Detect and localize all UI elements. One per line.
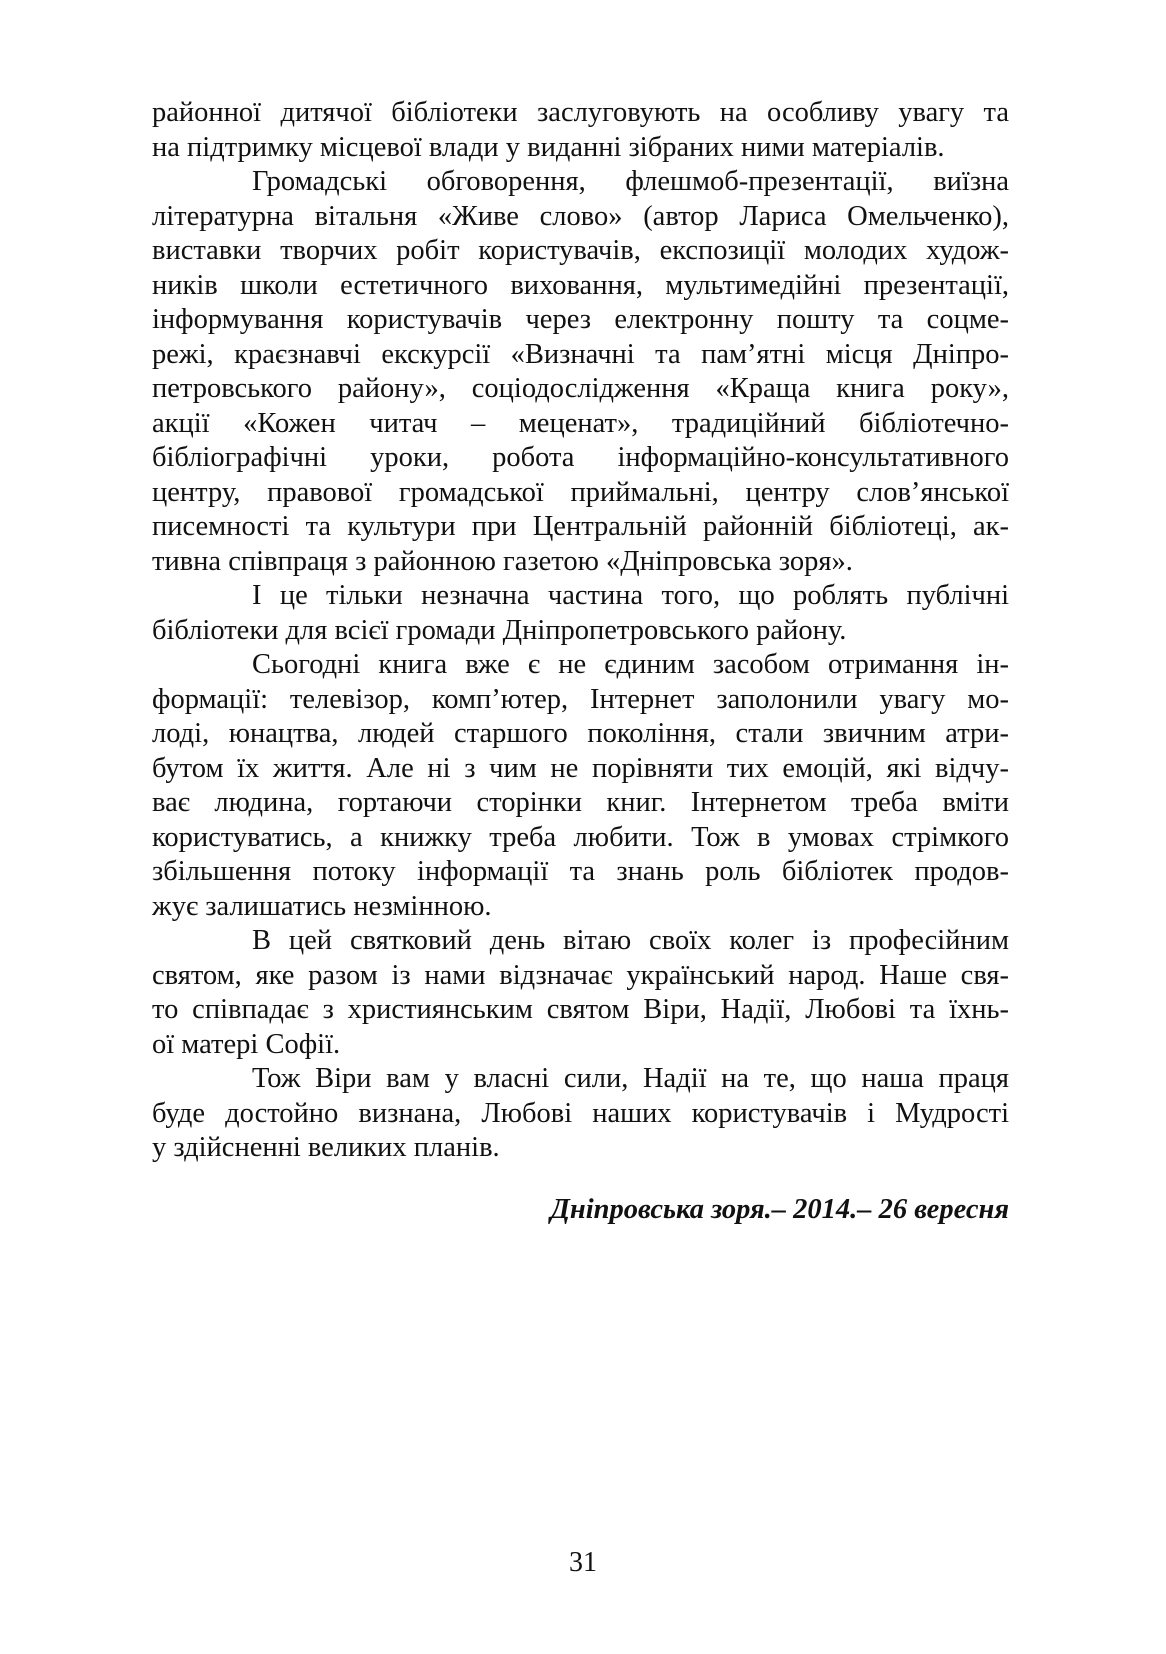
text-line: збільшення потоку інформації та знань роль бібліотек продов-: [152, 856, 1009, 887]
text-line: І це тільки незначна частина того, що роблять публічні: [252, 580, 1009, 611]
text-line: Сьогодні книга вже є не єдиним засобом отримання ін-: [252, 649, 1009, 680]
text-line: жує залишатись незмінною.: [152, 890, 492, 922]
text-line: Тож Віри вам у власні сили, Надії на те, що наша праця: [252, 1063, 1009, 1094]
text-line: на підтримку місцевої влади у виданні зібраних ними матеріалів.: [152, 131, 945, 163]
text-line: тивна співпраця з районною газетою «Дніпровська зоря».: [152, 545, 853, 577]
text-line: районної дитячої бібліотеки заслуговують на особливу увагу та: [152, 97, 1009, 128]
text-line: інформування користувачів через електронну пошту та соцме-: [152, 304, 1009, 335]
text-line: святом, яке разом із нами відзначає український народ. Наше свя-: [152, 959, 1009, 991]
text-line: акції «Кожен читач – меценат», традиційний бібліотечно-: [152, 407, 1009, 439]
text-line: буде достойно визнана, Любові наших користувачів і Мудрості: [152, 1097, 1009, 1129]
text-line: Громадські обговорення, флешмоб-презентації, виїзна: [252, 166, 1009, 197]
text-line: ників школи естетичного виховання, мультимедійні презентації,: [152, 269, 1009, 301]
text-line: то співпадає з християнським святом Віри, Надії, Любові та їхнь-: [152, 994, 1009, 1025]
text-line: формації: телевізор, комп’ютер, Інтернет заполонили увагу мо-: [152, 683, 1009, 715]
text-line: лоді, юнацтва, людей старшого покоління, стали звичним атри-: [152, 718, 1009, 749]
text-line: писемності та культури при Центральній районній бібліотеці, ак-: [152, 511, 1009, 542]
page-number: 31: [569, 1547, 597, 1578]
text-line: виставки творчих робіт користувачів, експозиції молодих худож-: [152, 235, 1009, 266]
text-line: ває людина, гортаючи сторінки книг. Інтернетом треба вміти: [152, 787, 1009, 818]
source-citation: Дніпровська зоря.– 2014.– 26 вересня: [550, 1194, 1009, 1225]
text-line: літературна вітальня «Живе слово» (автор Лариса Омельченко),: [152, 200, 1009, 232]
text-line: центру, правової громадської приймальні, центру слов’янської: [152, 476, 1009, 508]
text-line: у здійсненні великих планів.: [152, 1132, 500, 1163]
text-line: режі, краєзнавчі екскурсії «Визначні та пам’ятні місця Дніпро-: [152, 338, 1009, 370]
text-line: петровського району», соціодослідження «Краща книга року»,: [152, 373, 1009, 404]
text-line: бібліотеки для всієї громади Дніпропетровського району.: [152, 614, 847, 646]
text-line: бібліографічні уроки, робота інформаційно-консультативного: [152, 442, 1009, 473]
text-line: В цей святковий день вітаю своїх колег із професійним: [252, 925, 1009, 956]
body-text: [152, 96, 1009, 1166]
text-line: ої матері Софії.: [152, 1028, 341, 1060]
text-line: користуватись, а книжку треба любити. Тож в умовах стрімкого: [152, 821, 1009, 853]
text-line: бутом їх життя. Але ні з чим не порівняти тих емоцій, які відчу-: [152, 752, 1009, 784]
